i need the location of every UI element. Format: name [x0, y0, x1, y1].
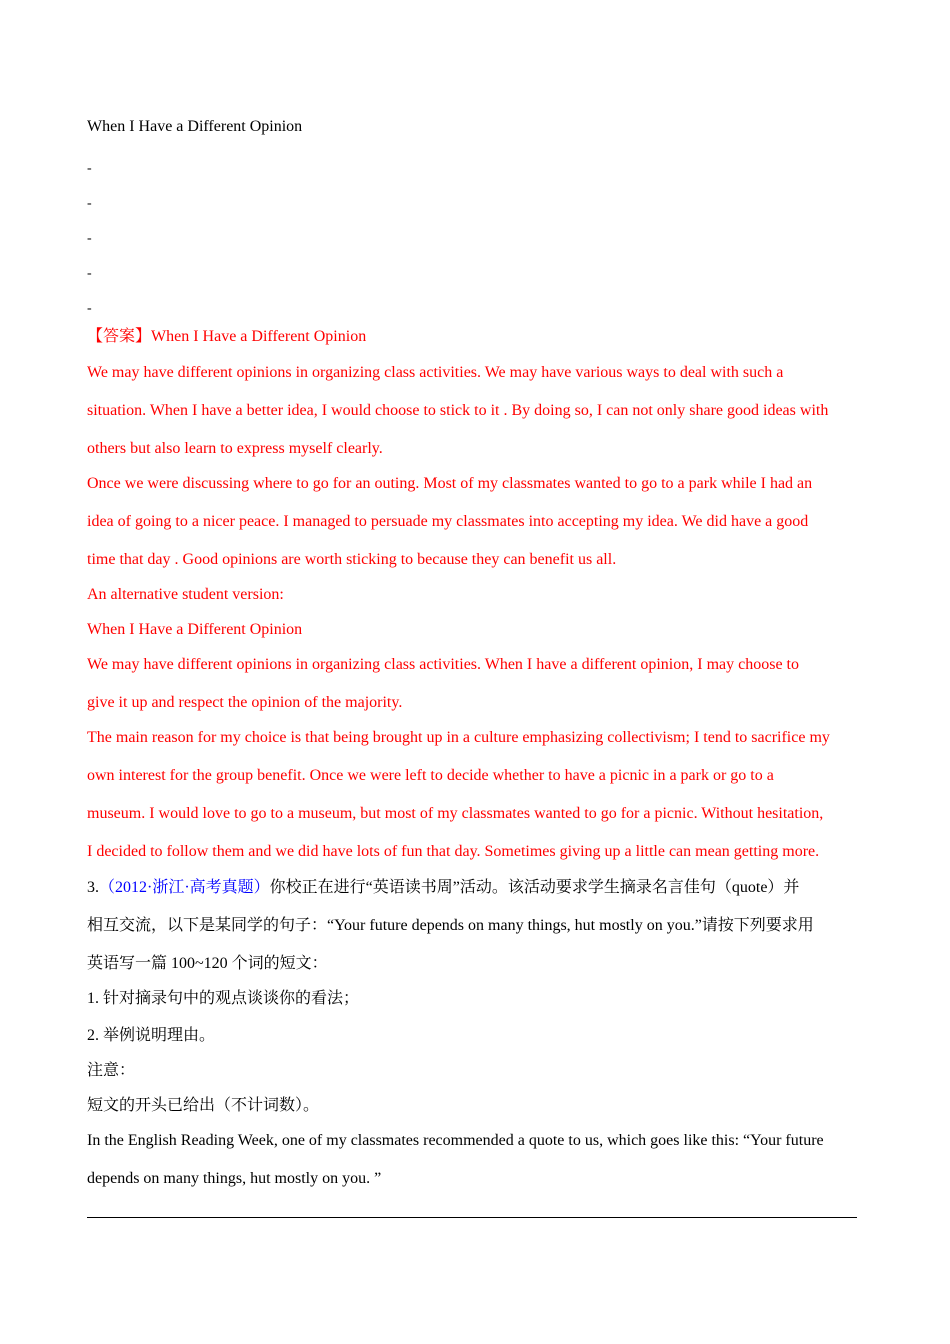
answer-label: 【答案】 [87, 328, 152, 345]
answer-paragraph-line: museum. I would love to go to a museum, but most of my classmates wanted to go for a picnic. Without hesitation, [87, 805, 824, 822]
question-3-prompt [87, 878, 799, 898]
answer-paragraph-line: give it up and respect the opinion of the majority. [87, 694, 403, 711]
answer-paragraph-line: We may have different opinions in organizing class activities. We may have various ways to deal with such a [87, 364, 784, 381]
answer-paragraph-line: I decided to follow them and we did have lots of fun that day. Sometimes giving up a little can mean getting more. [87, 843, 820, 860]
question-prompt-line: 英语写一篇 100~120 个词的短文： [87, 955, 328, 972]
blank-line: - [87, 266, 92, 281]
answer-title: When I Have a Different Opinion [151, 328, 367, 345]
blank-line: - [87, 161, 92, 176]
answer-heading [87, 327, 366, 347]
opening-line: depends on many things, hut mostly on you. ” [87, 1170, 382, 1187]
answer-paragraph-line: The main reason for my choice is that being brought up in a culture emphasizing collectivism; I tend to sacrifice my [87, 729, 830, 746]
alternative-title: When I Have a Different Opinion [87, 621, 303, 638]
requirement-item: 1. 针对摘录句中的观点谈谈你的看法； [87, 990, 360, 1007]
alternative-intro: An alternative student version: [87, 586, 284, 603]
note-text: 短文的开头已给出（不计词数）。 [87, 1097, 320, 1114]
answer-paragraph-line: Once we were discussing where to go for an outing. Most of my classmates wanted to go to a park while I had an [87, 475, 813, 492]
blank-line: - [87, 301, 92, 316]
answer-writing-line[interactable] [87, 1217, 857, 1218]
question-number: 3. [87, 879, 99, 896]
question-source[interactable]: （2012·浙江·高考真题） [99, 879, 270, 896]
answer-paragraph-line: idea of going to a nicer peace. I managed to persuade my classmates into accepting my idea. We did have a good [87, 513, 809, 530]
question-prompt-line: 相互交流，以下是某同学的句子：“Your future depends on many things, hut mostly on you.”请按下列要求用 [87, 917, 814, 934]
answer-paragraph-line: situation. When I have a better idea, I would choose to stick to it . By doing so, I can not only share good ideas with [87, 402, 829, 419]
answer-paragraph-line: others but also learn to express myself clearly. [87, 440, 383, 457]
requirement-item: 2. 举例说明理由。 [87, 1027, 216, 1044]
note-label: 注意： [87, 1062, 136, 1079]
question-prompt-text: 你校正在进行“英语读书周”活动。该活动要求学生摘录名言佳句（quote）并 [269, 879, 800, 896]
answer-paragraph-line: time that day . Good opinions are worth sticking to because they can benefit us all. [87, 551, 617, 568]
opening-line: In the English Reading Week, one of my classmates recommended a quote to us, which goes like this: “Your future [87, 1132, 824, 1149]
answer-paragraph-line: own interest for the group benefit. Once we were left to decide whether to have a picnic in a park or go to a [87, 767, 774, 784]
blank-line: - [87, 231, 92, 246]
question-title: When I Have a Different Opinion [87, 118, 303, 135]
blank-line: - [87, 196, 92, 211]
answer-paragraph-line: We may have different opinions in organizing class activities. When I have a different opinion, I may choose to [87, 656, 799, 673]
